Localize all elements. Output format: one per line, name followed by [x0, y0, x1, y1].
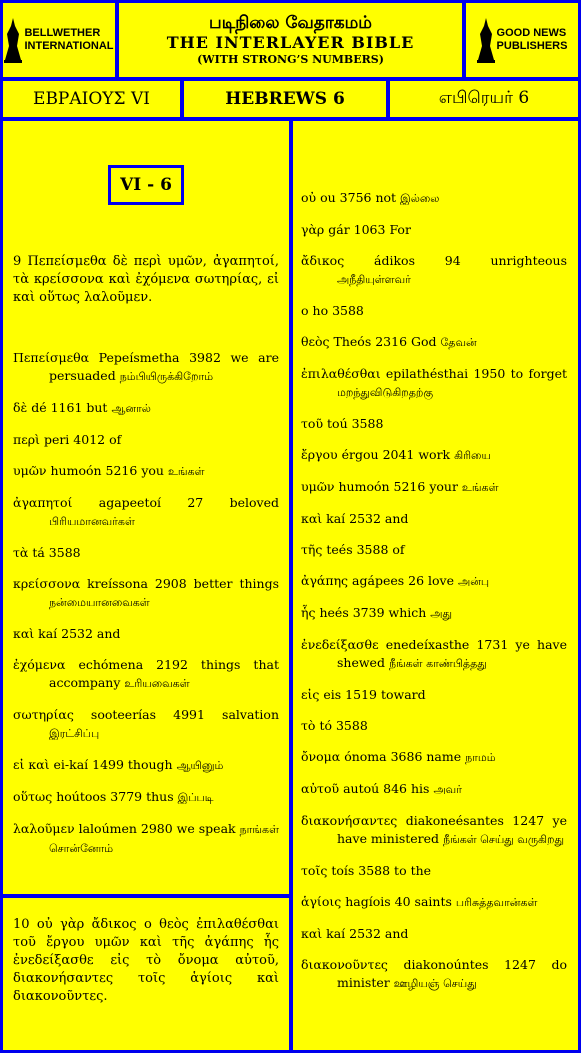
greek-word: σωτηρίας: [13, 707, 74, 722]
tamil-gloss: இப்படி: [177, 791, 214, 804]
greek-word: υμῶν: [301, 479, 335, 494]
word-entry: [301, 302, 567, 320]
tamil-gloss: நன்மையானவைகள்: [49, 596, 150, 609]
greek-word: ο: [301, 303, 309, 318]
left-column-verse10: [3, 898, 289, 1050]
tamil-book-label: எபிரெயர் 6: [390, 81, 578, 117]
greek-word: λαλοῦμεν: [13, 821, 75, 836]
tamil-gloss: அது: [430, 607, 453, 620]
greek-word: κρείσσονα: [13, 576, 81, 591]
word-entry: [13, 788, 279, 807]
word-entry: [301, 333, 567, 352]
word-detail: ádikos 94 unrighteous: [374, 253, 567, 268]
tamil-gloss: அவர்: [433, 783, 462, 796]
word-entry: [301, 446, 567, 465]
tamil-gloss: இரட்சிப்பு: [49, 727, 100, 740]
word-detail: agápees 26 love: [352, 573, 454, 588]
tamil-gloss: அன்பு: [457, 575, 490, 588]
word-detail: enedeíxasthe 1731 ye have shewed: [337, 637, 567, 670]
greek-word: ἧς: [301, 605, 316, 620]
verse-10-text: 10 οὐ γὰρ ἄδικος ο θεὸς ἐπιλαθέσθαι τοῦ ἔργου υμῶν καὶ τῆς ἀγάπης ἧς ἐνεδείξασθε εἰς τὸ ὄνομα αὐτοῦ, διακονήσαντες τοῖς ἁγίοις καὶ διακονοῦντες.: [13, 917, 279, 1004]
tamil-gloss: கிரியை: [454, 449, 491, 462]
tamil-gloss: உரியவைகள்: [124, 677, 190, 690]
tamil-gloss: உங்கள்: [461, 481, 499, 494]
word-entry: [13, 494, 279, 531]
greek-word: τὸ: [301, 718, 316, 733]
word-entry: [301, 365, 567, 402]
tamil-gloss: நாமம்: [465, 751, 496, 764]
word-entry: [301, 221, 567, 239]
word-detail: teés 3588 of: [326, 542, 405, 557]
tamil-gloss: உங்கள்: [167, 465, 205, 478]
greek-word: οὕτως: [13, 789, 53, 804]
word-entry: [301, 415, 567, 433]
chapter-label: VI - 6: [108, 165, 184, 205]
tamil-gloss: நீங்கள் காண்பித்தது: [388, 657, 487, 670]
greek-word: περὶ: [13, 432, 40, 447]
word-detail: eis 1519 toward: [323, 687, 426, 702]
greek-word: εἰς: [301, 687, 320, 702]
word-entry: [301, 604, 567, 623]
word-entry: [13, 820, 279, 858]
greek-word: οὐ: [301, 190, 317, 205]
word-entry: [301, 812, 567, 849]
word-detail: kaí 2532 and: [326, 511, 409, 526]
left-logo-line1: BELLWETHER: [24, 27, 101, 39]
tamil-gloss: ஆயினும்: [176, 759, 224, 772]
right-column-verse10: [293, 121, 578, 1050]
greek-word: ἄδικος: [301, 253, 345, 268]
english-book-label: HEBREWS 6: [184, 81, 386, 117]
tamil-gloss: இல்லை: [400, 192, 440, 205]
word-entry: [13, 349, 279, 386]
word-entry: [301, 510, 567, 528]
word-entry: [13, 575, 279, 612]
tamil-gloss: பரிசுத்தவான்கள்: [455, 896, 538, 909]
title-box: [119, 3, 462, 77]
word-detail: toú 3588: [327, 416, 384, 431]
right-logo-line1: GOOD NEWS: [496, 27, 567, 39]
verse-9-word-list: [13, 349, 279, 871]
word-entry: [13, 706, 279, 743]
word-entry: [301, 956, 567, 993]
word-detail: humoón 5216 your: [338, 479, 458, 494]
word-entry: [13, 399, 279, 418]
greek-word: ὄνομα: [301, 749, 341, 764]
greek-word: ἔργου: [301, 447, 338, 462]
greek-word: τῆς: [301, 542, 323, 557]
bell-icon: [477, 16, 495, 64]
tamil-gloss: நீங்கள் செய்து வருகிறது: [443, 833, 565, 846]
greek-word: δὲ: [13, 400, 28, 415]
right-logo-box: [466, 3, 578, 77]
greek-word: ἁγίοις: [301, 894, 342, 909]
word-detail: ho 3588: [312, 303, 364, 318]
tamil-gloss: மறந்துவிடுகிறதற்கு: [337, 386, 434, 399]
word-entry: [13, 462, 279, 481]
word-entry: [301, 862, 567, 880]
greek-word: ἐχόμενα: [13, 657, 66, 672]
word-entry: [13, 625, 279, 643]
word-entry: [301, 189, 567, 208]
greek-word: ἐπιλαθέσθαι: [301, 366, 381, 381]
title-tamil: படிநிலை வேதாகமம்: [209, 13, 372, 33]
word-entry: [301, 252, 567, 289]
greek-word: ἀγαπητοί: [13, 495, 73, 510]
word-detail: dé 1161 but: [31, 400, 108, 415]
left-logo-line2: INTERNATIONAL: [24, 40, 114, 52]
greek-word: διακονοῦντες: [301, 957, 388, 972]
word-detail: Theós 2316 God: [333, 334, 437, 349]
word-entry: [13, 431, 279, 449]
good-news-logo: [466, 3, 578, 77]
word-detail: epilathésthai 1950 to forget: [385, 366, 567, 381]
word-detail: kaí 2532 and: [38, 626, 121, 641]
word-entry: [301, 925, 567, 943]
word-detail: toís 3588 to the: [331, 863, 432, 878]
verse-10-word-list: [301, 189, 567, 1006]
tamil-gloss: ஊழியஞ் செய்து: [393, 977, 477, 990]
right-logo-line2: PUBLISHERS: [496, 40, 568, 52]
greek-word: αὐτοῦ: [301, 781, 340, 796]
bellwether-logo: [3, 3, 115, 77]
tamil-gloss: பிரியமானவர்கள்: [49, 515, 135, 528]
word-detail: kaí 2532 and: [326, 926, 409, 941]
word-entry: [301, 686, 567, 704]
greek-word: ἀγάπης: [301, 573, 349, 588]
greek-word: εἰ καὶ: [13, 757, 50, 772]
word-entry: [301, 748, 567, 767]
word-detail: laloúmen 2980 we speak: [78, 821, 236, 836]
greek-word: διακονήσαντες: [301, 813, 398, 828]
word-detail: hagíois 40 saints: [345, 894, 452, 909]
word-detail: agapeetoí 27 beloved: [98, 495, 279, 510]
word-detail: diakonoúntes 1247 do minister: [337, 957, 567, 990]
word-detail: gár 1063 For: [328, 222, 411, 237]
greek-word: υμῶν: [13, 463, 47, 478]
word-entry: [301, 478, 567, 497]
greek-word: ἐνεδείξασθε: [301, 637, 379, 652]
word-detail: echómena 2192 things that accompany: [49, 657, 279, 690]
greek-word: καὶ: [13, 626, 35, 641]
word-entry: [301, 636, 567, 673]
word-entry: [13, 544, 279, 562]
word-detail: heés 3739 which: [319, 605, 427, 620]
word-detail: ou 3756 not: [320, 190, 397, 205]
greek-word: τοῦ: [301, 416, 324, 431]
greek-word: Πεπείσμεθα: [13, 350, 90, 365]
greek-word: καὶ: [301, 926, 323, 941]
word-entry: [301, 572, 567, 591]
bell-icon: [4, 16, 22, 64]
verse-9-text: 9 Πεπείσμεθα δὲ περὶ υμῶν, ἀγαπητοί, τὰ κρείσσονα καὶ ἐχόμενα σωτηρίας, εἰ καὶ οὕτως λαλοῦμεν.: [13, 254, 279, 305]
word-detail: peri 4012 of: [43, 432, 122, 447]
word-entry: [13, 656, 279, 693]
word-detail: humoón 5216 you: [50, 463, 164, 478]
tamil-gloss: நம்பியிருக்கிறோம்: [119, 370, 214, 383]
tamil-gloss: அநீதியுள்ளவர்: [337, 273, 411, 286]
word-detail: tó 3588: [319, 718, 368, 733]
left-column-verse9: [3, 121, 289, 894]
word-detail: ónoma 3686 name: [344, 749, 462, 764]
word-entry: [301, 541, 567, 559]
word-detail: autoú 846 his: [343, 781, 430, 796]
word-entry: [301, 893, 567, 912]
word-detail: diakoneésantes 1247 ye have ministered: [337, 813, 567, 846]
greek-word: γὰρ: [301, 222, 325, 237]
title-main: THE INTERLAYER BIBLE: [166, 33, 415, 52]
tamil-gloss: நாங்கள் சொன்னோம்: [49, 823, 279, 855]
word-entry: [301, 717, 567, 735]
tamil-gloss: ஆனால்: [111, 402, 151, 415]
word-detail: kreíssona 2908 better things: [87, 576, 279, 591]
word-detail: Pepeísmetha 3982 we are persuaded: [49, 350, 279, 383]
title-sub: (WITH STRONG’S NUMBERS): [197, 53, 384, 66]
word-detail: sooteerías 4991 salvation: [90, 707, 279, 722]
word-entry: [301, 780, 567, 799]
greek-word: καὶ: [301, 511, 323, 526]
greek-word: θεὸς: [301, 334, 330, 349]
word-entry: [13, 756, 279, 775]
word-detail: ei-kaí 1499 though: [53, 757, 173, 772]
word-detail: tá 3588: [32, 545, 81, 560]
tamil-gloss: தேவன்: [440, 336, 477, 349]
word-detail: hoútoos 3779 thus: [56, 789, 174, 804]
left-logo-box: [3, 3, 115, 77]
greek-book-label: ΕΒΡΑΙΟΥΣ VI: [3, 81, 180, 117]
word-detail: érgou 2041 work: [341, 447, 451, 462]
greek-word: τοῖς: [301, 863, 328, 878]
greek-word: τὰ: [13, 545, 29, 560]
